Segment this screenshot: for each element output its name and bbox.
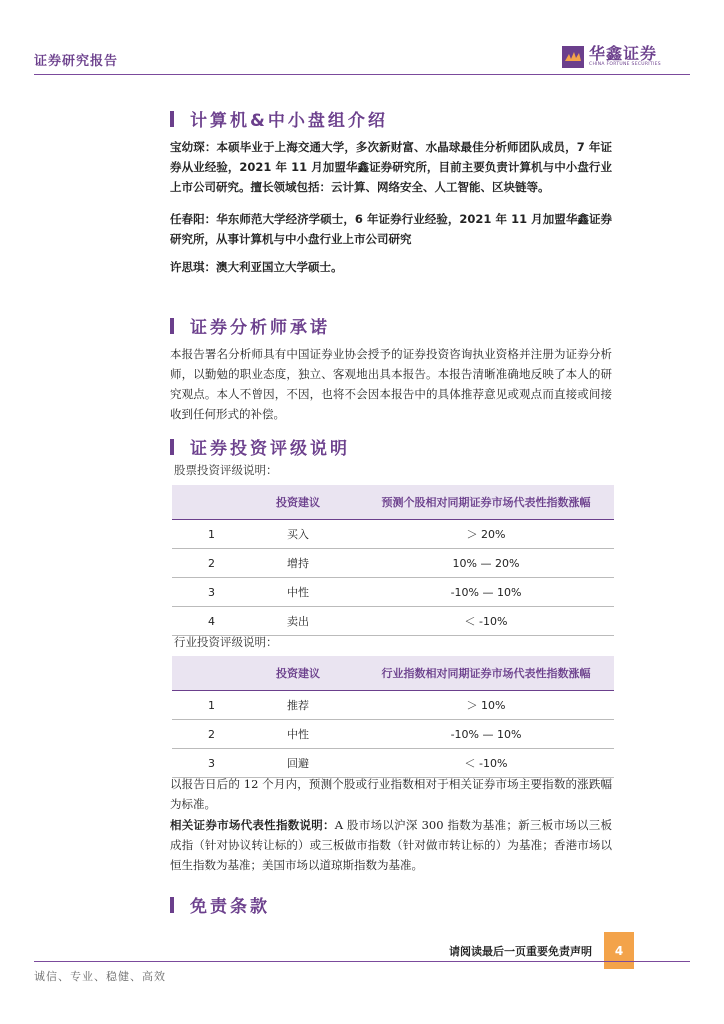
section-bar <box>170 897 174 913</box>
table-row: 3 中性 -10% — 10% <box>172 578 614 607</box>
logo-name: 华鑫证券 <box>589 44 658 63</box>
table-row: 2 中性 -10% — 10% <box>172 720 614 749</box>
header-divider <box>34 74 690 75</box>
stock-rating-table <box>172 485 614 636</box>
table-header: 行业指数相对同期证券市场代表性指数涨幅 <box>358 656 614 691</box>
section-bar <box>170 439 174 455</box>
commitment-section-title: 证券分析师承诺 <box>170 313 330 338</box>
industry-rating-label: 行业投资评级说明： <box>174 635 278 649</box>
index-description: 相关证券市场代表性指数说明：A 股市场以沪深 300 指数为基准；新三板市场以三板成指（针对协议转让标的）或三板做市指数（针对做市转让标的）为基准；香港市场以恒生指数为基准；美国市场以道琼斯指数为基准。 <box>170 818 612 872</box>
section-bar <box>170 318 174 334</box>
member-2-bio: 任春阳：华东师范大学经济学硕士，6 年证券行业经验，2021 年 11 月加盟华鑫证券研究所，从事计算机与中小盘行业上市公司研究 <box>170 212 613 246</box>
member-3-bio: 许思琪：澳大利亚国立大学硕士。 <box>170 260 343 274</box>
report-type-title: 证券研究报告 <box>34 54 119 69</box>
company-logo <box>562 45 661 68</box>
table-header: 投资建议 <box>238 485 358 520</box>
team-section-title: 计算机&中小盘组介绍 <box>170 106 388 131</box>
table-header: 预测个股相对同期证券市场代表性指数涨幅 <box>358 485 614 520</box>
table-header <box>172 656 238 691</box>
table-row: 1 买入 ＞ 20% <box>172 520 614 549</box>
table-row: 2 增持 10% — 20% <box>172 549 614 578</box>
footer-slogan: 诚信、专业、稳健、高效 <box>34 970 166 983</box>
rating-period-note: 以报告日后的 12 个月内，预测个股或行业指数相对于相关证券市场主要指数的涨跌幅为标准。 <box>170 777 612 811</box>
industry-rating-table <box>172 656 614 778</box>
stock-rating-label: 股票投资评级说明： <box>174 463 278 477</box>
page-number: 4 <box>604 932 634 969</box>
table-row: 4 卖出 ＜ -10% <box>172 607 614 636</box>
table-header <box>172 485 238 520</box>
table-row: 1 推荐 ＞ 10% <box>172 691 614 720</box>
table-header: 投资建议 <box>238 656 358 691</box>
footer-divider <box>34 961 690 962</box>
member-1-bio: 宝幼琛：本硕毕业于上海交通大学，多次新财富、水晶球最佳分析师团队成员，7 年证券从业经验，2021 年 11 月加盟华鑫证券研究所，目前主要负责计算机与中小盘行业上市公司研究。擅长领域包括：云计算、网络安全、人工智能、区块链等。 <box>170 140 612 194</box>
rating-section-title: 证券投资评级说明 <box>170 434 350 459</box>
section-bar <box>170 111 174 127</box>
commitment-text: 本报告署名分析师具有中国证券业协会授予的证券投资咨询执业资格并注册为证券分析师，以勤勉的职业态度，独立、客观地出具本报告。本报告清晰准确地反映了本人的研究观点。本人不曾因，不因，也将不会因本报告中的具体推荐意见或观点而直接或间接收到任何形式的补偿。 <box>170 347 612 421</box>
table-row: 3 回避 ＜ -10% <box>172 749 614 778</box>
disclaimer-section-title: 免责条款 <box>170 892 270 917</box>
logo-mark-icon <box>562 46 584 68</box>
disclaimer-notice: 请阅读最后一页重要免责声明 <box>448 935 600 967</box>
logo-english-name: CHINA FORTUNE SECURITIES <box>589 62 661 67</box>
